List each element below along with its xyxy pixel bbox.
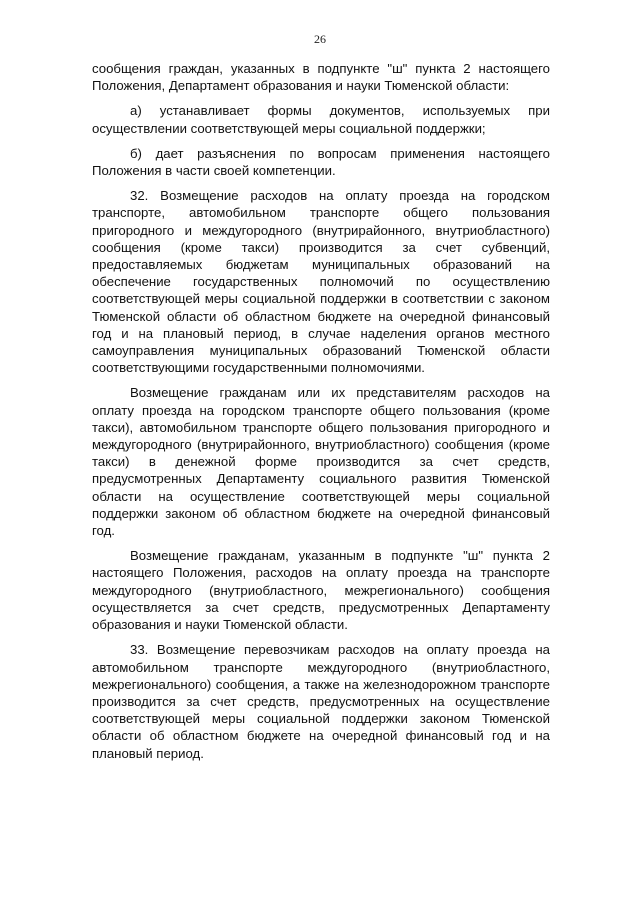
paragraph-item-a: а) устанавливает формы документов, используемых при осуществлении соответствующей меры социальной поддержки; [92, 103, 550, 136]
paragraph-continuation: сообщения граждан, указанных в подпункте "ш" пункта 2 настоящего Положения, Департамент образования и науки Тюменской области: [92, 61, 550, 94]
paragraph-clause-32: 32. Возмещение расходов на оплату проезда на городском транспорте, автомобильном транспорте общего пользования пригородного и междугородного (внутрирайонного, внутриобластного) сообщения (кроме такси) производится за счет субвенций, предоставляемых бюджетам муниципальных образований на обеспечение государственных полномочий по осуществлению соответствующей меры социальной поддержки в соответствии с законом Тюменской области об областном бюджете на очередной финансовый год и на плановый период, в случае наделения органов местного самоуправления муниципальных образований Тюменской области соответствующими государственными полномочиями. [92, 188, 550, 376]
paragraph-clause-33: 33. Возмещение перевозчикам расходов на оплату проезда на автомобильном транспорте междугородного (внутриобластного, межрегионального) сообщения, а также на железнодорожном транспорте производится за счет средств, предусмотренных на осуществление соответствующей меры социальной поддержки законом Тюменской области об областном бюджете на очередной финансовый год и на плановый период. [92, 642, 550, 761]
paragraph-item-b: б) дает разъяснения по вопросам применения настоящего Положения в части своей компетенции. [92, 145, 550, 179]
paragraph-reimbursement-students: Возмещение гражданам, указанным в подпункте "ш" пункта 2 настоящего Положения, расходов на оплату проезда на транспорте междугородного (внутриобластного, межрегионального) сообщения осуществляется за счет средств, предусмотренных Департаменту образования и науки Тюменской области. [92, 548, 550, 633]
page-number: 26 [314, 32, 326, 46]
paragraph-reimbursement-citizens: Возмещение гражданам или их представителям расходов на оплату проезда на городском транспорте общего пользования (кроме такси), автомобильном транспорте общего пользования пригородного и междугородного (внутрирайонного, внутриобластного) сообщения (кроме такси) в денежной форме производится за счет средств, предусмотренных Департаменту социального развития Тюменской области на осуществление соответствующей меры социальной поддержки законом об областном бюджете на очередной финансовый год. [92, 385, 550, 539]
document-body [92, 60, 550, 762]
